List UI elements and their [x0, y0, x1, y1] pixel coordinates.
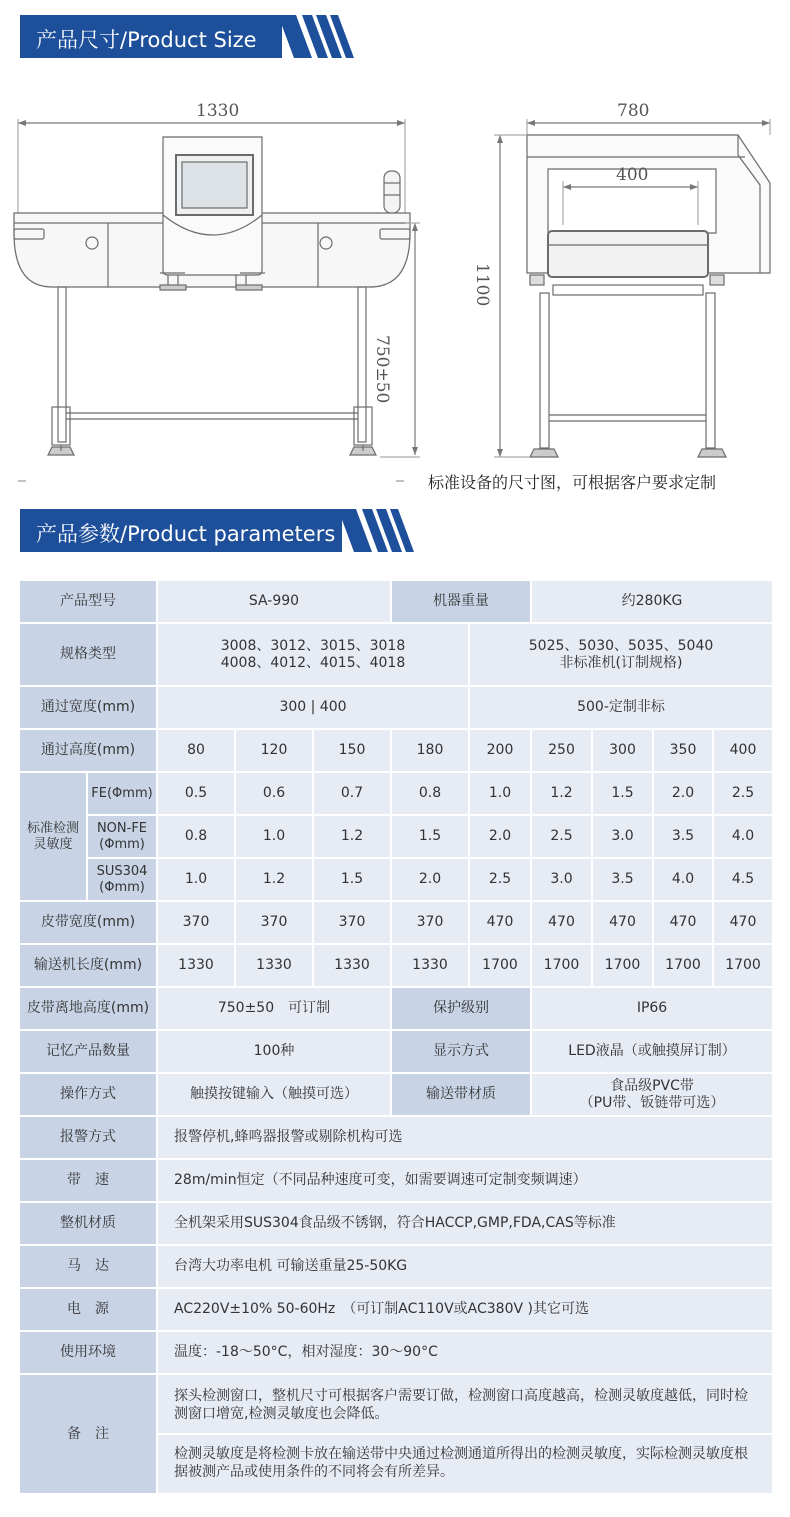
sensitivity-label [19, 772, 87, 901]
sens-nonfe-cell: 2.0 [469, 815, 531, 858]
side-height-label: 1100 [472, 263, 492, 307]
material-value: 全机架采用SUS304食品级不锈钢，符合HACCP,GMP,FDA,CAS等标准 [157, 1202, 773, 1245]
environment-value: 温度：-18～50°C，相对湿度：30～90°C [157, 1331, 773, 1374]
material-label: 整机材质 [19, 1202, 157, 1245]
table-row [19, 1245, 773, 1288]
belt-material-line2: （PU带、钣链带可选） [579, 1094, 725, 1111]
sens-sus304-cell: 2.0 [391, 858, 469, 901]
table-row [19, 623, 773, 686]
sens-nonfe-cell: 3.5 [653, 815, 713, 858]
spec-label: 规格类型 [19, 623, 157, 686]
sens-sus304-cell: 1.0 [157, 858, 235, 901]
sens-fe-cell: 0.5 [157, 772, 235, 815]
alarm-label: 报警方式 [19, 1116, 157, 1159]
banner-stripes-icon [338, 509, 418, 552]
belt-width-cell: 470 [469, 901, 531, 944]
sensitivity-label-line2: 灵敏度 [33, 836, 73, 852]
drawing-caption: 标准设备的尺寸图，可根据客户要求定制 [428, 473, 717, 492]
table-row [19, 686, 773, 729]
banner-title: 产品参数/Product parameters [36, 522, 336, 546]
sens-sus304-label [87, 858, 157, 901]
table-row [19, 1073, 773, 1116]
spec-standard [157, 623, 469, 686]
weight-label: 机器重量 [391, 580, 531, 623]
motor-label: 马 达 [19, 1245, 157, 1288]
speed-label: 带 速 [19, 1159, 157, 1202]
operation-label: 操作方式 [19, 1073, 157, 1116]
sens-nonfe-cell: 1.0 [235, 815, 313, 858]
sens-sus304-cell: 1.5 [313, 858, 391, 901]
pass-height-cell: 120 [235, 729, 313, 772]
banner-stripes-icon [278, 15, 358, 58]
sens-sus304-cell: 2.5 [469, 858, 531, 901]
table-row [19, 772, 773, 815]
pass-height-label: 通过高度(mm) [19, 729, 157, 772]
sens-nonfe-label [87, 815, 157, 858]
pass-height-cell: 80 [157, 729, 235, 772]
table-row [19, 1116, 773, 1159]
spec-standard-line2: 4008、4012、4015、4018 [220, 654, 406, 671]
table-row [19, 1159, 773, 1202]
protection-label: 保护级别 [391, 987, 531, 1030]
model-label: 产品型号 [19, 580, 157, 623]
parameters-table [18, 579, 774, 1495]
operation-value: 触摸按键输入（触摸可选） [157, 1073, 391, 1116]
table-row [19, 1331, 773, 1374]
table-row [19, 1030, 773, 1073]
display-label: 显示方式 [391, 1030, 531, 1073]
memory-value: 100种 [157, 1030, 391, 1073]
belt-width-cell: 470 [531, 901, 592, 944]
speed-value: 28m/min恒定（不同品种速度可变，如需要调速可定制变频调速） [157, 1159, 773, 1202]
power-label: 电 源 [19, 1288, 157, 1331]
sens-fe-cell: 0.6 [235, 772, 313, 815]
sens-nonfe-label-line2: (Φmm) [99, 836, 145, 852]
conveyor-length-cell: 1700 [592, 944, 653, 987]
table-row [19, 1288, 773, 1331]
model-value: SA-990 [157, 580, 391, 623]
memory-label: 记忆产品数量 [19, 1030, 157, 1073]
table-row [19, 729, 773, 772]
sens-nonfe-cell: 1.2 [313, 815, 391, 858]
spec-standard-line1: 3008、3012、3015、3018 [220, 637, 406, 654]
remarks-label: 备 注 [19, 1374, 157, 1494]
sens-fe-label: FE(Φmm) [87, 772, 157, 815]
sensitivity-label-line1: 标准检测 [26, 820, 79, 836]
sens-fe-cell: 0.8 [391, 772, 469, 815]
sens-sus304-label-line1: SUS304 [96, 863, 148, 879]
sens-sus304-cell: 4.5 [713, 858, 773, 901]
conveyor-length-cell: 1700 [713, 944, 773, 987]
pass-height-cell: 350 [653, 729, 713, 772]
banner-title: 产品尺寸/Product Size [36, 28, 257, 52]
alarm-value: 报警停机,蜂鸣器报警或剔除机构可选 [157, 1116, 773, 1159]
sens-fe-cell: 1.0 [469, 772, 531, 815]
belt-width-cell: 470 [713, 901, 773, 944]
pass-height-cell: 180 [391, 729, 469, 772]
conveyor-length-cell: 1700 [469, 944, 531, 987]
table-row [19, 580, 773, 623]
belt-width-cell: 470 [653, 901, 713, 944]
side-width-label: 780 [617, 101, 650, 121]
sens-nonfe-cell: 3.0 [592, 815, 653, 858]
pass-width-custom: 500-定制非标 [469, 686, 773, 729]
protection-value: IP66 [531, 987, 773, 1030]
power-value: AC220V±10% 50-60Hz （可订制AC110V或AC380V )其它可选 [157, 1288, 773, 1331]
belt-width-cell: 470 [592, 901, 653, 944]
conveyor-length-cell: 1330 [235, 944, 313, 987]
environment-label: 使用环境 [19, 1331, 157, 1374]
remarks-value [157, 1374, 773, 1494]
sens-fe-cell: 0.7 [313, 772, 391, 815]
display-value: LED液晶（或触摸屏订制） [531, 1030, 773, 1073]
pass-width-label: 通过宽度(mm) [19, 686, 157, 729]
remark-2: 检测灵敏度是将检测卡放在输送带中央通过检测通道所得出的检测灵敏度，实际检测灵敏度根据被测产品或使用条件的不同将会有所差异。 [158, 1433, 772, 1491]
sens-fe-cell: 1.2 [531, 772, 592, 815]
belt-width-cell: 370 [235, 901, 313, 944]
spec-custom-line1: 5025、5030、5035、5040 [528, 637, 714, 654]
conveyor-length-cell: 1700 [531, 944, 592, 987]
belt-height-value: 750±50 可订制 [157, 987, 391, 1030]
conveyor-length-cell: 1330 [391, 944, 469, 987]
conveyor-length-cell: 1330 [157, 944, 235, 987]
pass-height-cell: 400 [713, 729, 773, 772]
remark-1: 探头检测窗口，整机尺寸可根据客户需要订做，检测窗口高度越高，检测灵敏度越低，同时检测窗口增宽,检测灵敏度也会降低。 [174, 1387, 748, 1422]
sens-nonfe-cell: 2.5 [531, 815, 592, 858]
spec-custom-line2: 非标准机(订制规格) [559, 654, 683, 671]
motor-value: 台湾大功率电机 可输送重量25-50KG [157, 1245, 773, 1288]
table-row [19, 944, 773, 987]
table-row [19, 858, 773, 901]
spec-custom [469, 623, 773, 686]
belt-width-cell: 370 [157, 901, 235, 944]
sens-nonfe-label-line1: NON-FE [96, 820, 148, 836]
belt-material-value [531, 1073, 773, 1116]
belt-width-label: 皮带宽度(mm) [19, 901, 157, 944]
pass-width-standard: 300 | 400 [157, 686, 469, 729]
sens-nonfe-cell: 0.8 [157, 815, 235, 858]
pass-height-cell: 200 [469, 729, 531, 772]
sens-fe-cell: 2.5 [713, 772, 773, 815]
table-row [19, 987, 773, 1030]
belt-material-line1: 食品级PVC带 [610, 1077, 694, 1094]
front-height-label: 750±50 [372, 335, 392, 404]
sens-sus304-cell: 1.2 [235, 858, 313, 901]
pass-height-cell: 300 [592, 729, 653, 772]
pass-height-cell: 150 [313, 729, 391, 772]
sens-sus304-cell: 4.0 [653, 858, 713, 901]
belt-width-cell: 370 [313, 901, 391, 944]
sens-fe-cell: 1.5 [592, 772, 653, 815]
belt-material-label: 输送带材质 [391, 1073, 531, 1116]
weight-value: 约280KG [531, 580, 773, 623]
conveyor-length-label: 输送机长度(mm) [19, 944, 157, 987]
dimension-drawing [0, 95, 790, 495]
sens-nonfe-cell: 1.5 [391, 815, 469, 858]
side-inner-width-label: 400 [616, 165, 649, 185]
conveyor-length-cell: 1700 [653, 944, 713, 987]
sens-sus304-cell: 3.0 [531, 858, 592, 901]
table-row [19, 1374, 773, 1494]
sens-fe-cell: 2.0 [653, 772, 713, 815]
belt-height-label: 皮带离地高度(mm) [19, 987, 157, 1030]
pass-height-cell: 250 [531, 729, 592, 772]
table-row [19, 901, 773, 944]
sens-nonfe-cell: 4.0 [713, 815, 773, 858]
table-row [19, 815, 773, 858]
sens-sus304-label-line2: (Φmm) [99, 879, 145, 895]
conveyor-length-cell: 1330 [313, 944, 391, 987]
belt-width-cell: 370 [391, 901, 469, 944]
sens-sus304-cell: 3.5 [592, 858, 653, 901]
table-row [19, 1202, 773, 1245]
front-width-label: 1330 [196, 101, 240, 121]
